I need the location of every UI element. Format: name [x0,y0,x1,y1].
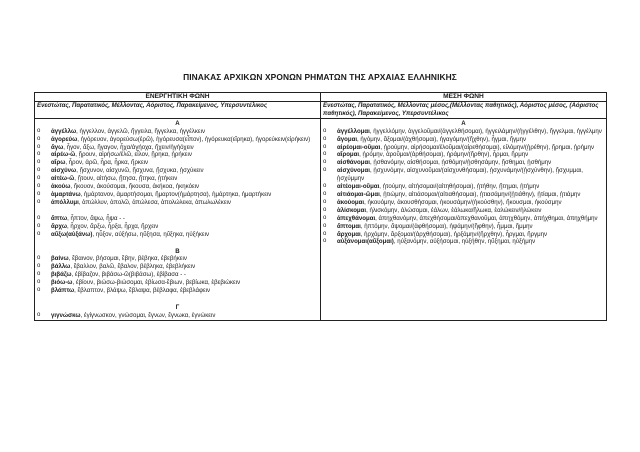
verb-headword: ἁμαρτάνω [51,190,81,198]
verb-forms: , ἤκουον, ἀκούσομαι, ἤκουσα, ἀκήκοα, ἠκηκόειν [70,183,200,191]
verb-forms: , ᾔτουν, αἰτήσω, ᾔτησα, ᾔτηκα, ᾐτήκειν [74,175,178,183]
verb-headword: αἱρέω-ῶ [51,151,76,159]
verb-entry [37,136,318,144]
verb-headword: αἰτέομαι-οῦμαι [337,183,380,191]
verb-forms: , ᾕρουν, αἱρήσω/ἑλῶ, εἷλον, ᾕρηκα, ᾑρήκειν [75,151,192,159]
verb-headword: βλάπτω [51,287,75,295]
verb-entry [323,191,604,199]
verb-entry [37,231,318,239]
verb-forms: , ηὐξανόμην, αὐξήσομαι, ηὐξήθην, ηὔξημαι, ηὐξήμην [393,238,536,246]
verb-headword: ἄγω [51,143,64,151]
verb-headword: ἄρχω [51,222,68,230]
verb-headword: ἄγομαι [337,135,358,143]
verb-headword: αἴρομαι [337,151,360,159]
verb-headword: αἰτιάομαι-ῶμαι [337,190,380,198]
verb-list [323,128,604,247]
verb-entry [37,167,318,175]
verb-headword: ἀκούω [51,183,71,191]
verb-entry [37,263,318,271]
verb-headword: βιβάζω [51,271,72,279]
verb-entry [37,183,318,191]
verb-entry [323,199,604,207]
verb-headword: ἀπεχθάνομαι [337,214,376,222]
middle-tenses-header: Ενεστώτας, Παρατατικός, Μέλλοντας μέσος,(Μέλλοντας παθητικός), Αόριστος μέσος, (Αόριστος παθητικός), Παρακείμενος, Υπερσυντέλικος [321,102,607,119]
verb-headword: γιγνώσκω [51,311,81,319]
verb-entry [323,159,604,167]
verb-forms: , ἧπτον, ἅψω, ἧψα - - [67,214,125,222]
verb-headword: βιόω-ω [51,279,73,287]
verb-entry [37,312,318,320]
section-letter: Β [175,247,180,255]
verb-forms: , ᾐρόμην, ἀροῦμαι/(ἀρθήσομαι), ἠράμην/(ἤρθην), ἦρμαι, ἤρμην [359,151,529,159]
verb-entry [37,223,318,231]
verb-entry [323,223,604,231]
verb-entry [323,183,604,191]
verb-entry [37,144,318,152]
verb-forms: , ἠγόμην, ἄξομαι/(ἀχθήσομαι), ἠγαγόμην/(ἤχθην), ἦγμαι, ἤγμην [357,135,527,143]
verb-entry [323,231,604,239]
verb-entry [323,215,604,223]
verb-list [37,255,318,295]
verb-list [37,312,318,320]
verb-forms: , ἠγόρευον, ἀγορεύσω(ἐρῶ), ἠγόρευσα(εἶπον), ἠγόρευκα(εἴρηκα), ἠγορεύκειν(εἰρήκειν) [77,135,311,143]
spacer [37,207,318,215]
verb-forms: , ἠγγελλόμην, ἀγγελοῦμαι/(ἀγγελθήσομαι), ἠγγειλάμην/(ἠγγέλθην), ἤγγελμαι, ἠγγέλμην [369,127,602,135]
verbs-row [35,118,607,320]
verb-headword: αὔξω(αὐξάνω) [51,230,93,238]
verb-entry [37,128,318,136]
verb-entry [37,199,318,207]
verb-forms: , ᾑρούμην, αἱρήσομαι/ἑλοῦμαι/(αἱρεθήσομαι), εἱλόμην/(ᾑρέθην), ᾕρημαι, ᾑρήμην [380,143,594,151]
verb-forms: , ἐβίβαζον, βιβάσω-ῶ(βιβάσω), ἐβίβασα - - [71,271,186,279]
verb-headword: ἀγγέλλομαι [337,127,370,135]
verb-forms: , ᾐτιώμην, αἰτιάσομαι/(αἰτιαθήσομαι), ᾐτιασάμην/(ᾐτιάθην), ᾐτίαμαι, ᾐτιάμην [379,190,581,198]
verb-forms: , ᾔσχυνον, αἰσχυνῶ, ᾔσχυνα, ᾔσχυκα, ᾐσχύκειν [76,167,204,175]
verb-headword: αἰσχύνω [51,167,77,175]
verb-entry [37,159,318,167]
verb-headword: βαίνω [51,255,69,263]
section-letter: Α [461,119,466,127]
active-tenses-header: Ενεστώτας, Παρατατικός, Μέλλοντας, Αόριστος, Παρακείμενος, Υπερσυντέλικος [35,102,321,119]
verb-forms: , ἠγγελλον, ἀγγελῶ, ἤγγειλα, ἤγγελκα, ἠγγέλκειν [76,127,206,135]
spacer [37,295,318,303]
verb-forms: , ἠρχόμην, ἄρξομαι/(ἀρχθήσομαι), ἠρξάμην/(ἤρχθην), ἦργμαι, ἤργμην [360,230,548,238]
middle-verbs-cell [321,118,607,320]
middle-voice-header: ΜΕΣΗ ΦΩΝΗ [321,93,607,102]
verb-forms: , ᾐσθανόμην, αἰσθήσομαι, ᾐσθόμην/ᾐσθησάμην, ᾔσθημαι, ᾐσθήμην [369,159,552,167]
verb-forms: , ἐβίουν, βιώσω-βιώσομαι, ἐβίωσα-ἔβιων, βεβίωκα, ἐβεβιώκειν [72,279,241,287]
verb-entry [323,167,604,183]
verb-forms: , ᾐτούμην, αἰτήσομαι/(αἰτηθήσομαι), ᾐτήθην, ᾔτημαι, ᾐτήμην [379,183,540,191]
verb-entry [323,238,604,246]
section-letter: Γ [175,303,180,311]
verb-forms: , ἦγον, ἄξω, ἤγαγον, ἦχα/ἀγήοχα, ἤχειν/ἠγήόχειν [63,143,194,151]
verb-entry [37,287,318,295]
verb-headword: αἱρέομαι-οῦμαι [337,143,381,151]
verb-forms: , ᾐσχυνόμην, αἰσχυνοῦμαι/(αἰσχυνθήσομαι), ᾐσχυνάμην/(ᾐσχύνθην), ᾔσχυμμαι, ᾐσχύμμην [337,167,583,183]
section-letter: Α [175,119,180,127]
verb-headword: ἀγγέλλω [51,127,77,135]
voice-header-row [35,93,607,102]
verb-entry [37,151,318,159]
verb-forms: , ἡμάρτανον, ἁμαρτήσομαι, ἥμαρτον(ἡμάρτησα), ἡμάρτηκα, ἡμαρτήκειν [80,190,272,198]
verb-forms: , ἦρον, ἀρῶ, ἦρα, ἦρκα, ἤρκειν [65,159,149,167]
active-voice-header: ΕΝΕΡΓΗΤΙΚΗ ΦΩΝΗ [35,93,321,102]
tense-header-row [35,102,607,119]
verb-forms: , ἡλισκόμην, ἁλώσομαι, ἑάλων, ἑάλωκα/ἥλωκα, ἑαλώκειν/ἡλώκειν [366,206,542,214]
verb-headword: ἅπτομαι [337,222,361,230]
active-verbs-cell [35,118,321,320]
verb-headword: αἰσθάνομαι [337,159,370,167]
verb-headword: ἀπόλλυμι [51,198,79,206]
verb-forms: , ἔβλαπτον, βλάψω, ἔβλαψα, βέβλαφα, ἐβεβλάφειν [74,287,211,295]
verb-headword: αἴρω [51,159,66,167]
verb-headword: ἁλίσκομαι [337,206,367,214]
verb-forms: , ἔβαλλον, βαλῶ, ἔβαλον, βέβληκα, ἐβεβλήκειν [70,263,196,271]
verb-entry [37,215,318,223]
verb-headword: αἰτέω-ῶ [51,175,75,183]
verb-forms: , ἔβαινον, βήσομαι, ἔβην, βέβηκα, ἐβεβήκειν [68,255,187,263]
spacer [37,239,318,247]
verb-forms: , ἐγίγνωσκον, γνώσομαι, ἔγνων, ἔγνωκα, ἐγνώκειν [80,311,216,319]
verb-forms: , ἠκουόμην, ἀκουσθήσομαι, ἠκουσάμην/(ἠκούσθην), ἤκουσμαι, ἠκούσμην [364,198,562,206]
verb-headword: αὐξάνομαι(αὔξομαι) [337,238,394,246]
verb-entry [37,279,318,287]
verb-forms: , ηὖξον, αὐξήσω, ηὔξησα, ηὔξηκα, ηὐξήκειν [92,230,210,238]
verb-forms: , ἀπώλλυν, ἀπολῶ, ἀπώλεσα, ἀπολώλεκα, ἀπωλωλέκειν [78,198,231,206]
verb-headword: ἀκούομαι [337,198,365,206]
verb-entry [37,271,318,279]
verb-forms: , ἦρχον, ἄρξω, ἦρξα, ἦρχα, ἤρχειν [67,222,159,230]
verb-headword: αἰσχύνομαι [337,167,370,175]
verb-headword: βάλλω [51,263,71,271]
verb-headword: ἄρχομαι [337,230,361,238]
verb-entry [37,255,318,263]
verb-list [37,128,318,207]
verb-table [34,92,607,321]
verb-entry [323,207,604,215]
page-title: ΠΙΝΑΚΑΣ ΑΡΧΙΚΩΝ ΧΡΟΝΩΝ ΡΗΜΑΤΩΝ ΤΗΣ ΑΡΧΑΙΑΣ ΕΛΛΗΝΙΚΗΣ [183,72,457,82]
verb-entry [323,151,604,159]
verb-entry [37,191,318,199]
verb-headword: ἀγορεύω [51,135,78,143]
verb-entry [323,136,604,144]
verb-forms: , ἀπηχθανόμην, ἀπεχθήσομαι/ἀπεχθανοῦμαι, ἀπηχθόμην, ἀπήχθημαι, ἀπηχθήμην [375,214,598,222]
verb-entry [37,175,318,183]
verb-entry [323,128,604,136]
verb-headword: ἅπτω [51,214,68,222]
verb-entry [323,144,604,152]
verb-list [37,215,318,239]
verb-forms: , ἡπτόμην, ἅψομαι/(ἁφθήσομαι), ἡψάμην/(ἥφθην), ἧμμαι, ἥμμην [360,222,533,230]
